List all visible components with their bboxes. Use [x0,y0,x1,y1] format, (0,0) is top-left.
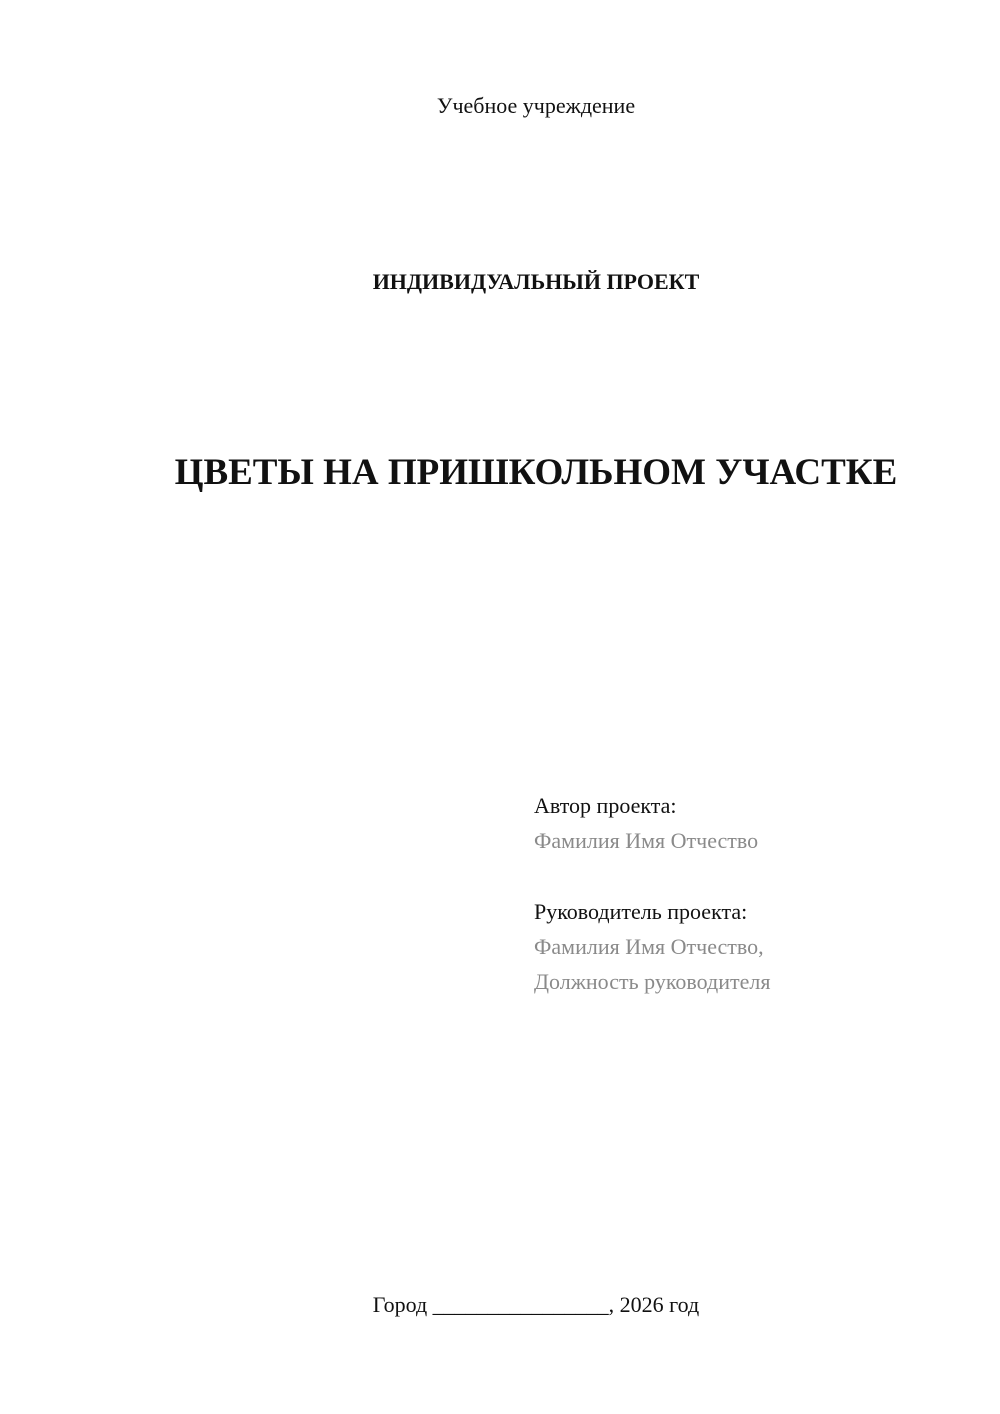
supervisor-name: Фамилия Имя Отчество, [534,934,764,959]
author-label: Автор проекта: [534,793,677,818]
authors-block [534,788,974,999]
supervisor-label: Руководитель проекта: [534,899,748,924]
author-name: Фамилия Имя Отчество [534,828,759,853]
institution-name: Учебное учреждение [436,93,636,118]
project-title: ЦВЕТЫ НА ПРИШКОЛЬНОМ УЧАСТКЕ [174,452,898,493]
document-type: ИНДИВИДУАЛЬНЫЙ ПРОЕКТ [372,269,700,294]
authors-spacer [534,858,974,894]
supervisor-position: Должность руководителя [534,969,771,994]
city-year-line: Город ________________, 2026 год [372,1292,700,1317]
